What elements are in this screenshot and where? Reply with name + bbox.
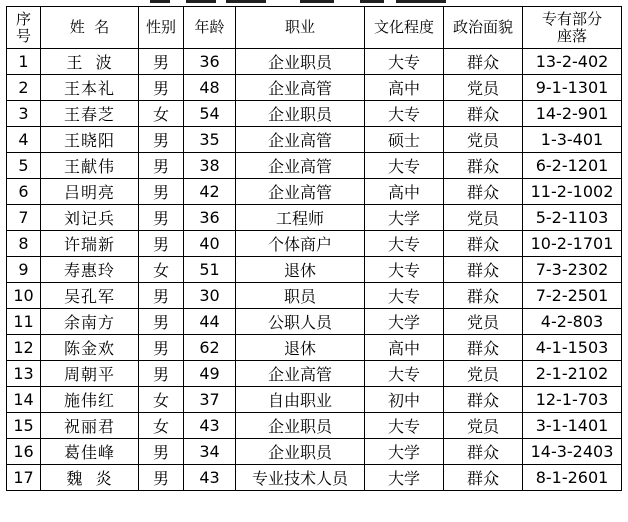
cell-age: 43 [184, 413, 236, 439]
table-row [7, 179, 622, 205]
cell-seq: 17 [7, 465, 41, 491]
cell-name: 吴孔军 [41, 283, 139, 309]
table-row [7, 75, 622, 101]
cell-name: 刘记兵 [41, 205, 139, 231]
cell-seq: 2 [7, 75, 41, 101]
cell-seq: 6 [7, 179, 41, 205]
cell-name: 王晓阳 [41, 127, 139, 153]
cell-age: 54 [184, 101, 236, 127]
cell-name: 王春芝 [41, 101, 139, 127]
cell-job: 企业职员 [236, 439, 365, 465]
cell-education: 大学 [365, 465, 444, 491]
cell-seq: 12 [7, 335, 41, 361]
cell-education: 大学 [365, 309, 444, 335]
table-row [7, 101, 622, 127]
cell-address: 1-3-401 [523, 127, 622, 153]
cell-education: 大学 [365, 205, 444, 231]
header-age: 年龄 [184, 7, 236, 49]
cell-age: 62 [184, 335, 236, 361]
table-row [7, 335, 622, 361]
cell-job: 工程师 [236, 205, 365, 231]
cell-politics: 群众 [444, 231, 523, 257]
cell-job: 退休 [236, 257, 365, 283]
cell-seq: 15 [7, 413, 41, 439]
table-row [7, 231, 622, 257]
cell-gender: 男 [139, 75, 184, 101]
cell-job: 企业高管 [236, 361, 365, 387]
cell-gender: 男 [139, 439, 184, 465]
cell-age: 36 [184, 49, 236, 75]
cell-seq: 14 [7, 387, 41, 413]
cell-seq: 16 [7, 439, 41, 465]
cell-job: 公职人员 [236, 309, 365, 335]
cell-education: 大专 [365, 231, 444, 257]
cell-seq: 4 [7, 127, 41, 153]
cell-education: 初中 [365, 387, 444, 413]
cell-politics: 群众 [444, 257, 523, 283]
cell-job: 企业高管 [236, 127, 365, 153]
cell-address: 2-1-2102 [523, 361, 622, 387]
cell-job: 企业职员 [236, 413, 365, 439]
header-politics: 政治面貌 [444, 7, 523, 49]
cell-job: 退休 [236, 335, 365, 361]
cell-gender: 男 [139, 153, 184, 179]
cell-address: 3-1-1401 [523, 413, 622, 439]
cell-politics: 党员 [444, 361, 523, 387]
cell-gender: 男 [139, 127, 184, 153]
cell-gender: 男 [139, 283, 184, 309]
cell-education: 大专 [365, 153, 444, 179]
cell-address: 9-1-1301 [523, 75, 622, 101]
cell-politics: 党员 [444, 309, 523, 335]
header-name: 姓 名 [41, 7, 139, 49]
cell-name: 许瑞新 [41, 231, 139, 257]
cell-name: 王本礼 [41, 75, 139, 101]
cell-job: 企业职员 [236, 49, 365, 75]
cell-job: 职员 [236, 283, 365, 309]
cell-address: 14-2-901 [523, 101, 622, 127]
cell-gender: 男 [139, 205, 184, 231]
cell-gender: 女 [139, 257, 184, 283]
cell-address: 10-2-1701 [523, 231, 622, 257]
cell-age: 37 [184, 387, 236, 413]
cell-age: 43 [184, 465, 236, 491]
cell-education: 高中 [365, 75, 444, 101]
cell-name: 吕明亮 [41, 179, 139, 205]
table-header-row [7, 7, 622, 49]
cell-politics: 群众 [444, 153, 523, 179]
cell-age: 42 [184, 179, 236, 205]
cell-address: 8-1-2601 [523, 465, 622, 491]
cropped-title-remnant [0, 0, 628, 4]
table-row [7, 283, 622, 309]
cell-seq: 3 [7, 101, 41, 127]
cell-seq: 13 [7, 361, 41, 387]
table-row [7, 387, 622, 413]
cell-gender: 男 [139, 231, 184, 257]
cell-education: 大专 [365, 257, 444, 283]
cell-name: 祝丽君 [41, 413, 139, 439]
cell-seq: 1 [7, 49, 41, 75]
cell-seq: 9 [7, 257, 41, 283]
table-row [7, 465, 622, 491]
table-row [7, 153, 622, 179]
table-row [7, 413, 622, 439]
cell-gender: 女 [139, 413, 184, 439]
cell-name: 王献伟 [41, 153, 139, 179]
cell-education: 大专 [365, 361, 444, 387]
table-row [7, 49, 622, 75]
cell-politics: 群众 [444, 335, 523, 361]
cell-age: 35 [184, 127, 236, 153]
cell-gender: 男 [139, 179, 184, 205]
cell-name: 魏 炎 [41, 465, 139, 491]
cell-politics: 党员 [444, 127, 523, 153]
cell-job: 企业职员 [236, 101, 365, 127]
cell-seq: 8 [7, 231, 41, 257]
cell-politics: 群众 [444, 49, 523, 75]
cell-job: 企业高管 [236, 153, 365, 179]
header-education: 文化程度 [365, 7, 444, 49]
header-job: 职业 [236, 7, 365, 49]
cell-address: 5-2-1103 [523, 205, 622, 231]
cell-education: 大专 [365, 101, 444, 127]
cell-name: 施伟红 [41, 387, 139, 413]
cell-job: 专业技术人员 [236, 465, 365, 491]
cell-address: 12-1-703 [523, 387, 622, 413]
cell-age: 36 [184, 205, 236, 231]
cell-education: 大专 [365, 49, 444, 75]
cell-politics: 党员 [444, 205, 523, 231]
cell-politics: 群众 [444, 283, 523, 309]
cell-seq: 10 [7, 283, 41, 309]
cell-politics: 群众 [444, 387, 523, 413]
header-address: 专有部分 座落 [523, 7, 622, 49]
cell-gender: 女 [139, 101, 184, 127]
cell-seq: 5 [7, 153, 41, 179]
cell-politics: 群众 [444, 179, 523, 205]
cell-age: 40 [184, 231, 236, 257]
cell-gender: 男 [139, 361, 184, 387]
cell-address: 7-3-2302 [523, 257, 622, 283]
header-gender: 性别 [139, 7, 184, 49]
cell-gender: 女 [139, 387, 184, 413]
cell-education: 大专 [365, 283, 444, 309]
cell-seq: 11 [7, 309, 41, 335]
cell-job: 自由职业 [236, 387, 365, 413]
cell-education: 高中 [365, 335, 444, 361]
table-row [7, 127, 622, 153]
cell-age: 51 [184, 257, 236, 283]
cell-job: 企业高管 [236, 179, 365, 205]
cell-age: 48 [184, 75, 236, 101]
cell-age: 49 [184, 361, 236, 387]
cell-gender: 男 [139, 335, 184, 361]
cell-gender: 男 [139, 49, 184, 75]
cell-name: 葛佳峰 [41, 439, 139, 465]
cell-address: 14-3-2403 [523, 439, 622, 465]
cell-name: 余南方 [41, 309, 139, 335]
cell-address: 6-2-1201 [523, 153, 622, 179]
cell-name: 寿惠玲 [41, 257, 139, 283]
cell-politics: 群众 [444, 465, 523, 491]
cell-age: 44 [184, 309, 236, 335]
cell-job: 个体商户 [236, 231, 365, 257]
cell-education: 大专 [365, 413, 444, 439]
cell-address: 4-2-803 [523, 309, 622, 335]
cell-address: 13-2-402 [523, 49, 622, 75]
table-row [7, 257, 622, 283]
cell-seq: 7 [7, 205, 41, 231]
cell-age: 34 [184, 439, 236, 465]
cell-politics: 群众 [444, 439, 523, 465]
cell-age: 38 [184, 153, 236, 179]
table-row [7, 361, 622, 387]
cell-education: 高中 [365, 179, 444, 205]
cell-name: 王 波 [41, 49, 139, 75]
table-row [7, 205, 622, 231]
header-seq: 序 号 [7, 7, 41, 49]
member-table [6, 6, 622, 491]
cell-name: 陈金欢 [41, 335, 139, 361]
cell-politics: 党员 [444, 413, 523, 439]
cell-education: 大学 [365, 439, 444, 465]
cell-age: 30 [184, 283, 236, 309]
cell-politics: 群众 [444, 101, 523, 127]
cell-job: 企业高管 [236, 75, 365, 101]
cell-address: 11-2-1002 [523, 179, 622, 205]
table-row [7, 439, 622, 465]
table-row [7, 309, 622, 335]
cell-politics: 党员 [444, 75, 523, 101]
cell-education: 硕士 [365, 127, 444, 153]
cell-name: 周朝平 [41, 361, 139, 387]
cell-address: 4-1-1503 [523, 335, 622, 361]
cell-gender: 男 [139, 309, 184, 335]
cell-gender: 男 [139, 465, 184, 491]
cell-address: 7-2-2501 [523, 283, 622, 309]
